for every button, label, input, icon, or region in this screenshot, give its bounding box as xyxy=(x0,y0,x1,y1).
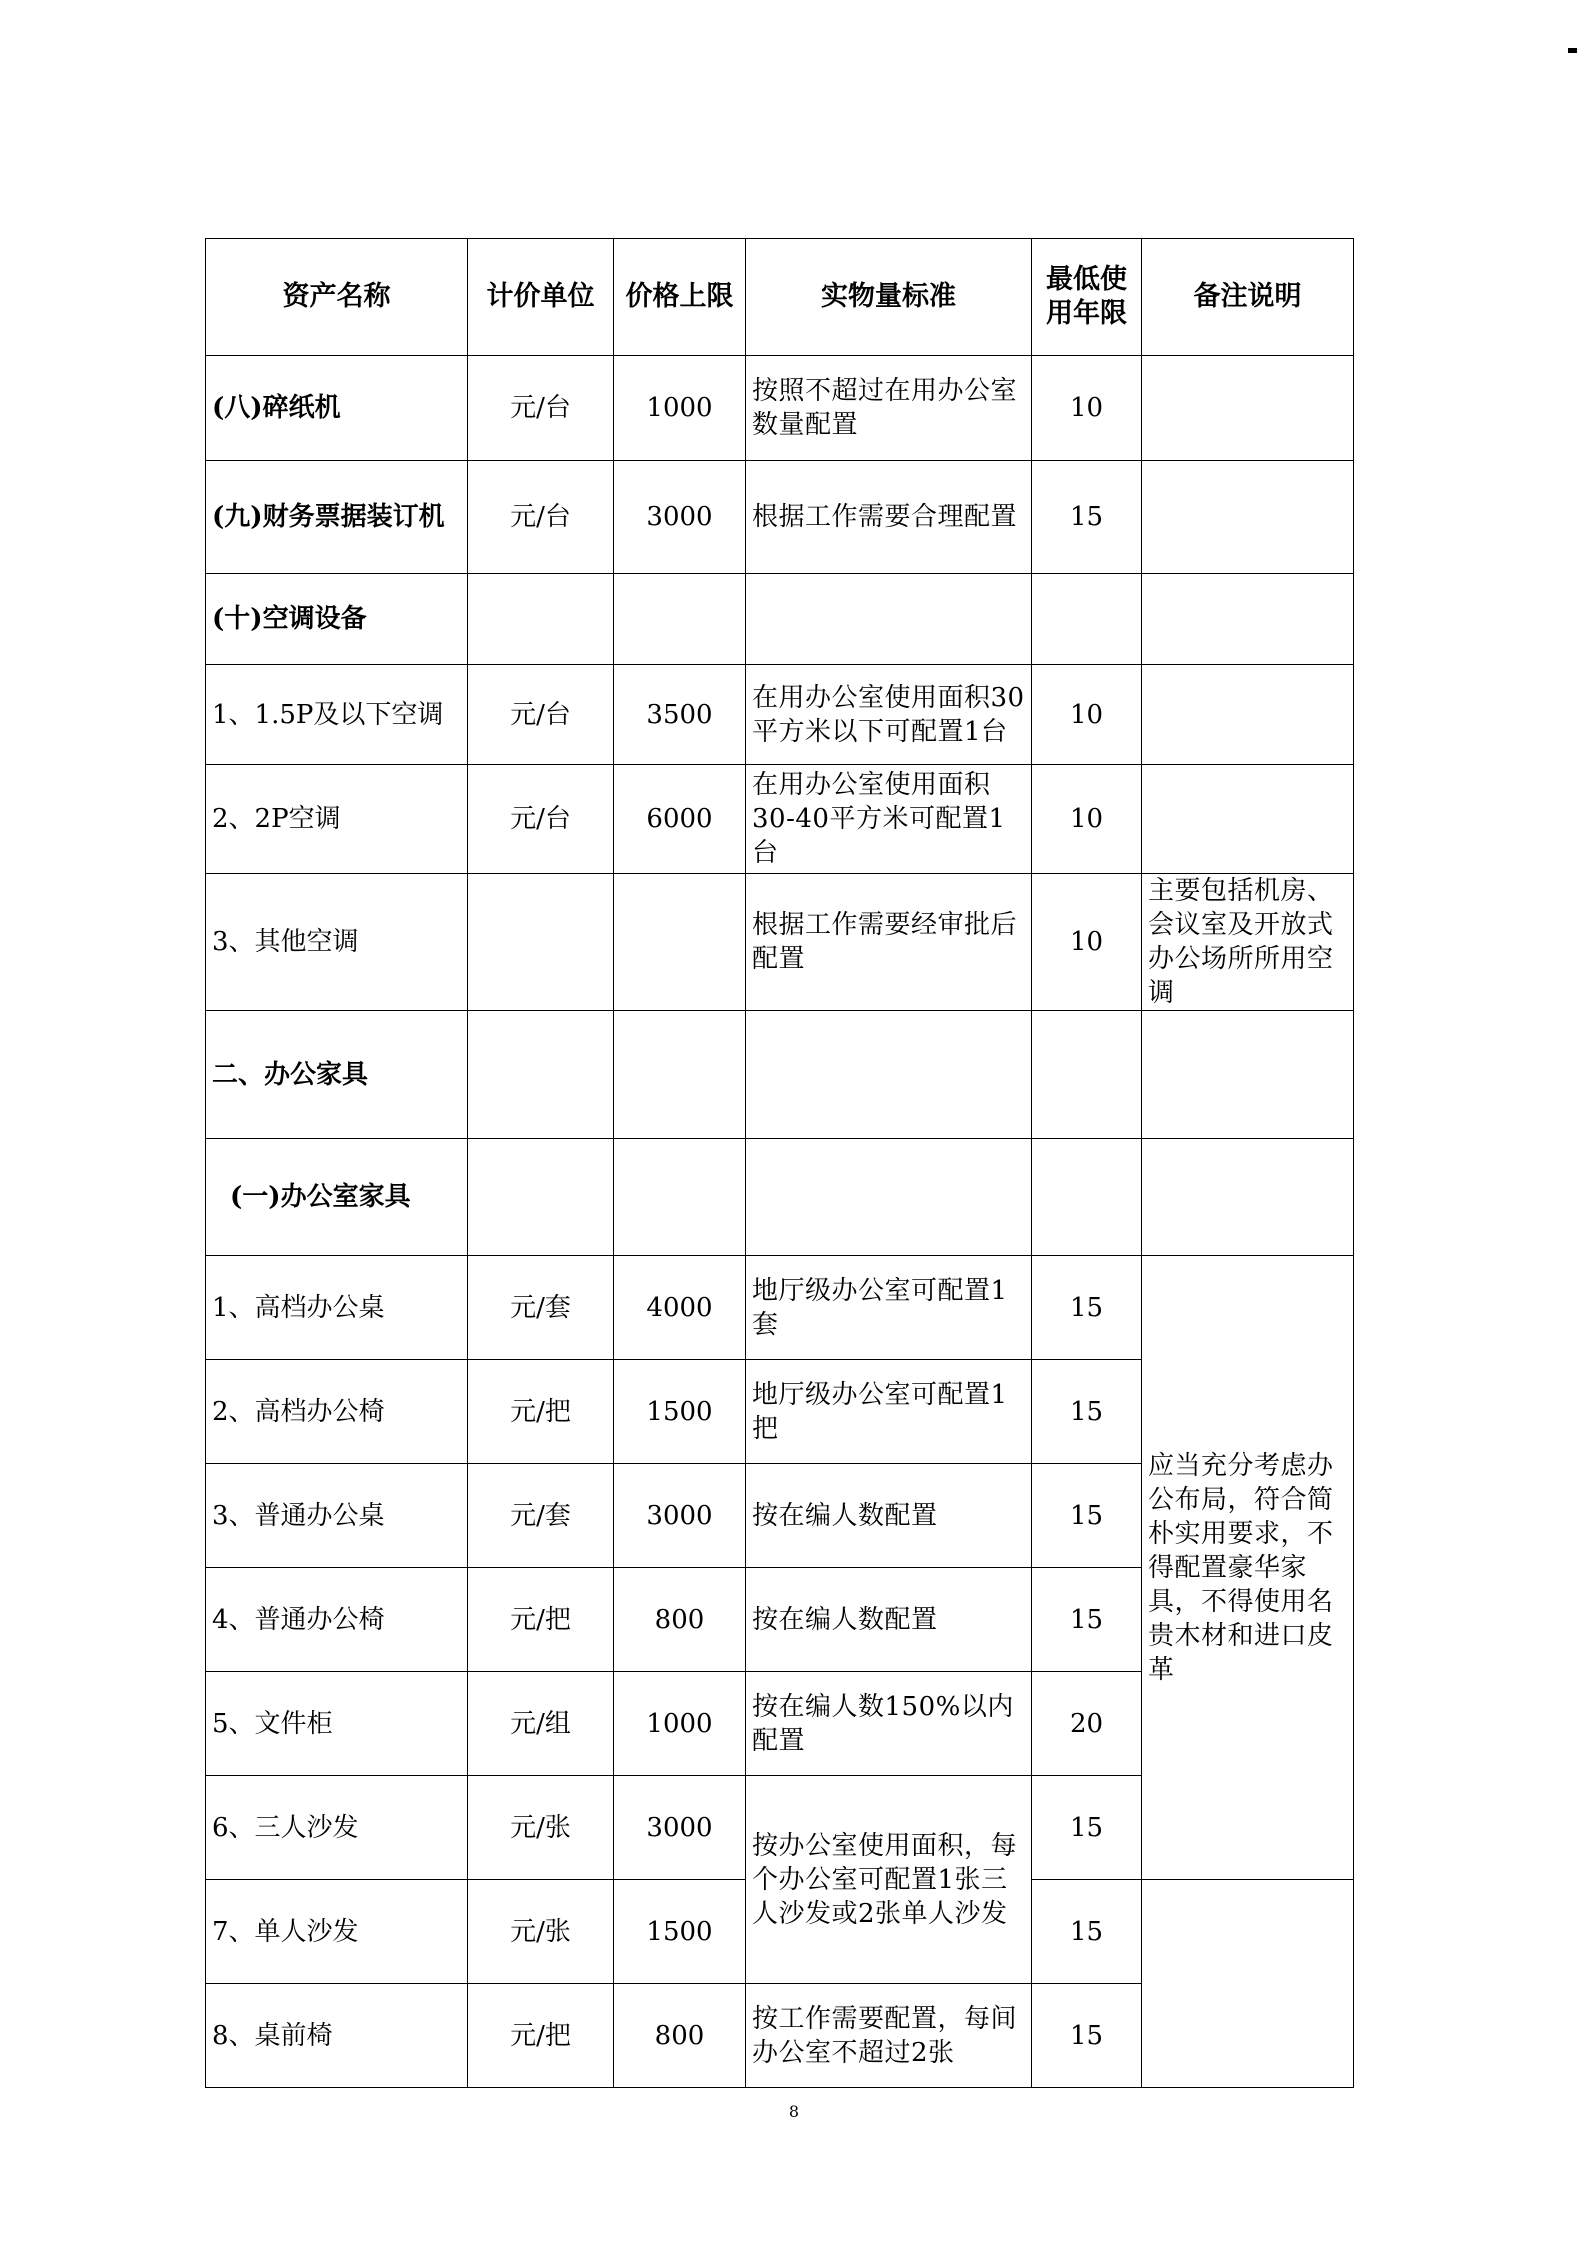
row-note: 主要包括机房、会议室及开放式办公场所所用空调 xyxy=(1142,874,1354,1011)
row-price xyxy=(614,1011,746,1139)
row-note xyxy=(1142,1011,1354,1139)
row-unit xyxy=(468,1011,614,1139)
row-name: 8、桌前椅 xyxy=(206,1984,468,2088)
row-unit: 元/台 xyxy=(468,356,614,461)
row-standard: 在用办公室使用面积30平方米以下可配置1台 xyxy=(746,665,1032,765)
table-row xyxy=(206,1011,1354,1139)
row-unit: 元/套 xyxy=(468,1256,614,1360)
row-name: (一)办公室家具 xyxy=(206,1139,468,1256)
table-row xyxy=(206,665,1354,765)
row-price xyxy=(614,574,746,665)
row-name: 2、高档办公椅 xyxy=(206,1360,468,1464)
table-row xyxy=(206,461,1354,574)
row-price: 1500 xyxy=(614,1360,746,1464)
row-note-empty xyxy=(1142,1880,1354,2088)
table-row xyxy=(206,574,1354,665)
row-unit xyxy=(468,1139,614,1256)
row-name: 二、办公家具 xyxy=(206,1011,468,1139)
sofa-standard: 按办公室使用面积，每个办公室可配置1张三人沙发或2张单人沙发 xyxy=(746,1776,1032,1984)
row-price: 3000 xyxy=(614,1464,746,1568)
row-years: 15 xyxy=(1032,461,1142,574)
row-years: 10 xyxy=(1032,356,1142,461)
table-row xyxy=(206,874,1354,1011)
row-price: 3500 xyxy=(614,665,746,765)
row-years: 10 xyxy=(1032,765,1142,874)
row-price xyxy=(614,874,746,1011)
furniture-note: 应当充分考虑办公布局，符合简朴实用要求，不得配置豪华家具，不得使用名贵木材和进口皮革 xyxy=(1142,1256,1354,1880)
row-unit: 元/台 xyxy=(468,461,614,574)
row-price: 4000 xyxy=(614,1256,746,1360)
header-price: 价格上限 xyxy=(614,239,746,356)
header-unit: 计价单位 xyxy=(468,239,614,356)
row-note xyxy=(1142,574,1354,665)
header-note: 备注说明 xyxy=(1142,239,1354,356)
row-years: 10 xyxy=(1032,665,1142,765)
row-unit: 元/台 xyxy=(468,665,614,765)
header-row xyxy=(206,239,1354,356)
row-name: 5、文件柜 xyxy=(206,1672,468,1776)
row-years: 15 xyxy=(1032,1776,1142,1880)
row-standard: 地厅级办公室可配置1把 xyxy=(746,1360,1032,1464)
row-price: 800 xyxy=(614,1568,746,1672)
table-row xyxy=(206,1256,1354,1360)
row-standard: 在用办公室使用面积30-40平方米可配置1台 xyxy=(746,765,1032,874)
row-name: 3、其他空调 xyxy=(206,874,468,1011)
row-unit xyxy=(468,574,614,665)
corner-mark xyxy=(1568,48,1577,53)
row-price: 3000 xyxy=(614,1776,746,1880)
row-years: 15 xyxy=(1032,1568,1142,1672)
row-years xyxy=(1032,1139,1142,1256)
row-years xyxy=(1032,574,1142,665)
row-standard: 根据工作需要合理配置 xyxy=(746,461,1032,574)
row-years: 15 xyxy=(1032,1880,1142,1984)
row-standard: 按在编人数150%以内配置 xyxy=(746,1672,1032,1776)
row-years: 10 xyxy=(1032,874,1142,1011)
row-price: 1000 xyxy=(614,1672,746,1776)
row-standard xyxy=(746,1139,1032,1256)
row-unit: 元/把 xyxy=(468,1568,614,1672)
row-years: 15 xyxy=(1032,1984,1142,2088)
row-name: (十)空调设备 xyxy=(206,574,468,665)
row-unit: 元/套 xyxy=(468,1464,614,1568)
row-price: 1500 xyxy=(614,1880,746,1984)
row-unit: 元/台 xyxy=(468,765,614,874)
row-name: 1、1.5P及以下空调 xyxy=(206,665,468,765)
row-name: 2、2P空调 xyxy=(206,765,468,874)
table-row xyxy=(206,765,1354,874)
row-name: (九)财务票据装订机 xyxy=(206,461,468,574)
row-unit: 元/组 xyxy=(468,1672,614,1776)
page-number: 8 xyxy=(788,2102,800,2121)
row-standard: 按工作需要配置，每间办公室不超过2张 xyxy=(746,1984,1032,2088)
row-standard: 按在编人数配置 xyxy=(746,1568,1032,1672)
asset-standard-table xyxy=(205,238,1354,2088)
row-note xyxy=(1142,765,1354,874)
row-unit: 元/张 xyxy=(468,1880,614,1984)
row-price: 800 xyxy=(614,1984,746,2088)
row-note xyxy=(1142,356,1354,461)
row-standard: 地厅级办公室可配置1套 xyxy=(746,1256,1032,1360)
header-years: 最低使用年限 xyxy=(1032,239,1142,356)
header-name: 资产名称 xyxy=(206,239,468,356)
row-price: 1000 xyxy=(614,356,746,461)
row-standard xyxy=(746,574,1032,665)
row-unit: 元/把 xyxy=(468,1984,614,2088)
row-price xyxy=(614,1139,746,1256)
row-note xyxy=(1142,1139,1354,1256)
row-name: 4、普通办公椅 xyxy=(206,1568,468,1672)
row-note xyxy=(1142,461,1354,574)
row-years: 20 xyxy=(1032,1672,1142,1776)
row-unit xyxy=(468,874,614,1011)
row-unit: 元/把 xyxy=(468,1360,614,1464)
table-row xyxy=(206,1139,1354,1256)
row-years: 15 xyxy=(1032,1360,1142,1464)
row-price: 6000 xyxy=(614,765,746,874)
row-standard xyxy=(746,1011,1032,1139)
row-name: 6、三人沙发 xyxy=(206,1776,468,1880)
row-name: 7、单人沙发 xyxy=(206,1880,468,1984)
row-standard: 根据工作需要经审批后配置 xyxy=(746,874,1032,1011)
table-row xyxy=(206,356,1354,461)
row-name: 1、高档办公桌 xyxy=(206,1256,468,1360)
row-name: 3、普通办公桌 xyxy=(206,1464,468,1568)
row-standard: 按照不超过在用办公室数量配置 xyxy=(746,356,1032,461)
row-name: (八)碎纸机 xyxy=(206,356,468,461)
header-standard: 实物量标准 xyxy=(746,239,1032,356)
row-note xyxy=(1142,665,1354,765)
row-years: 15 xyxy=(1032,1256,1142,1360)
row-standard: 按在编人数配置 xyxy=(746,1464,1032,1568)
row-price: 3000 xyxy=(614,461,746,574)
row-years xyxy=(1032,1011,1142,1139)
row-unit: 元/张 xyxy=(468,1776,614,1880)
row-years: 15 xyxy=(1032,1464,1142,1568)
